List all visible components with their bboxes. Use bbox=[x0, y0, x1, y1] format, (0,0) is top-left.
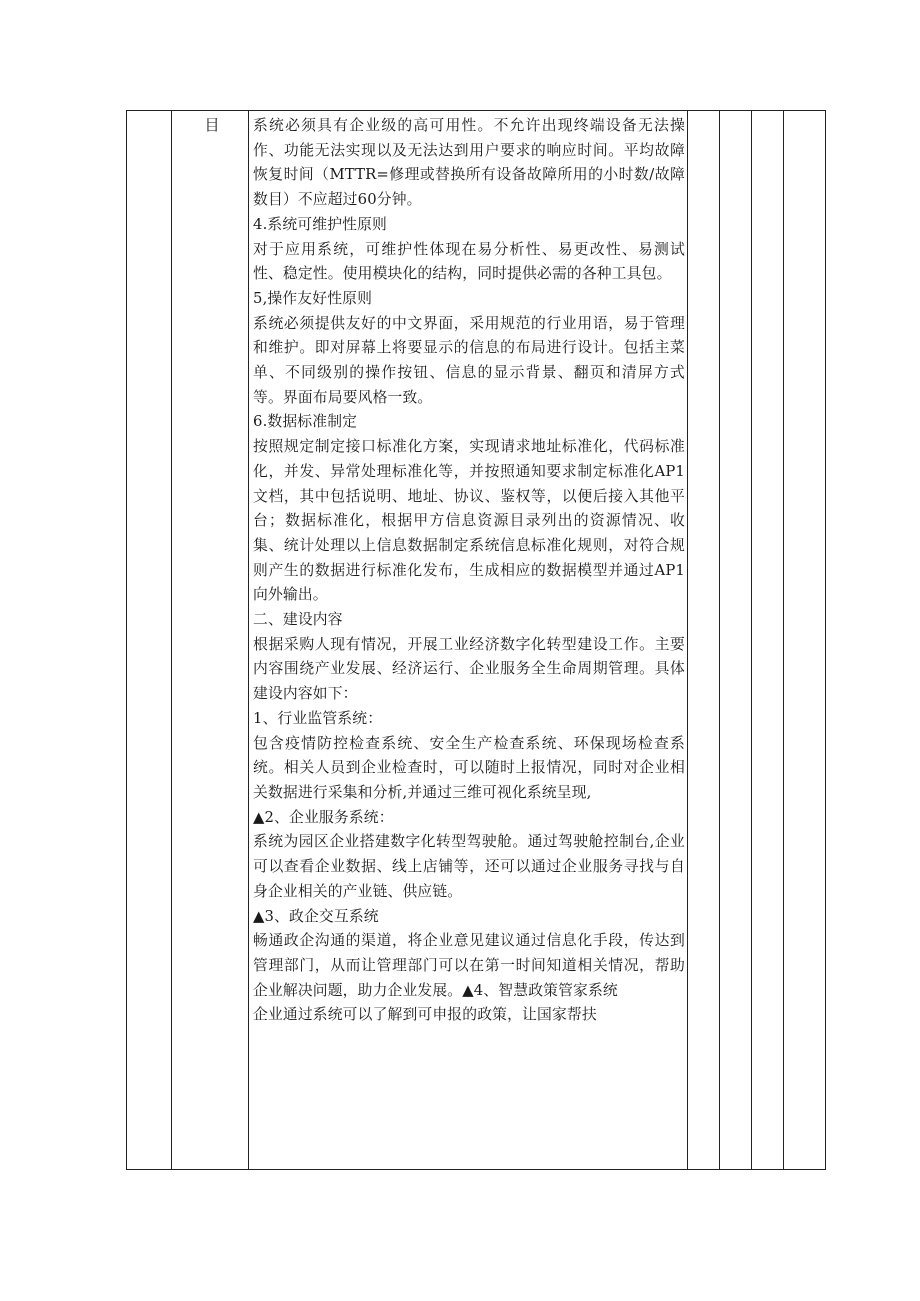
paragraph-policy-steward: 企业通过系统可以了解到可申报的政策，让国家帮扶 bbox=[253, 1006, 597, 1024]
content-cell bbox=[249, 111, 688, 1170]
paragraph-maintainability: 对于应用系统，可维护性体现在易分析性、易更改性、易测试性、稳定性。使用模块化的结构，同时提供必需的各种工具包。 bbox=[253, 240, 685, 283]
empty-cell-4 bbox=[784, 111, 826, 1170]
empty-cell-3 bbox=[752, 111, 784, 1170]
paragraph-usability: 系统必须提供友好的中文界面，采用规范的行业用语，易于管理和维护。即对屏幕上将要显示的信息的布局进行设计。包括主菜单、不同级别的操作按钮、信息的显示背景、翻页和清屏方式等。界面布局要风格一致。 bbox=[253, 314, 685, 406]
heading-maintainability: 4.系统可维护性原则 bbox=[253, 215, 387, 233]
paragraph-gov-interaction: 畅通政企沟通的渠道，将企业意见建议通过信息化手段，传达到管理部门，从而让管理部门可以在第一时间知道相关情况，帮助企业解决问题，助力企业发展。▲4、智慧政策管家系统 bbox=[253, 932, 685, 999]
empty-cell-1 bbox=[688, 111, 720, 1170]
heading-enterprise-service: ▲2、企业服务系统： bbox=[253, 808, 394, 826]
requirements-table bbox=[126, 110, 826, 1170]
heading-industry-supervision: 1、行业监管系统： bbox=[253, 709, 383, 727]
paragraph-enterprise-service: 系统为园区企业搭建数字化转型驾驶舱。通过驾驶舱控制台,企业可以查看企业数据、线上店铺等，还可以通过企业服务寻找与自身企业相关的产业链、供应链。 bbox=[253, 833, 685, 900]
paragraph-availability: 系统必须具有企业级的高可用性。不允许出现终端设备无法操作、功能无法实现以及无法达到用户要求的响应时间。平均故障恢复时间（MTTR=修理或替换所有设备故障所用的小时数/故障数目）不应超过60分钟。 bbox=[253, 117, 685, 209]
content-text bbox=[249, 111, 687, 1028]
table-row bbox=[127, 111, 826, 1170]
item-cell bbox=[172, 111, 249, 1170]
item-label: 目 bbox=[204, 116, 220, 134]
empty-cell-2 bbox=[720, 111, 752, 1170]
heading-gov-interaction: ▲3、政企交互系统 bbox=[253, 907, 379, 925]
paragraph-industry-supervision: 包含疫情防控检查系统、安全生产检查系统、环保现场检查系统。相关人员到企业检查时，可以随时上报情况，同时对企业相关数据进行采集和分析,并通过三维可视化系统呈现, bbox=[253, 734, 685, 801]
heading-data-standard: 6.数据标准制定 bbox=[253, 413, 358, 431]
index-cell bbox=[127, 111, 172, 1170]
paragraph-data-standard: 按照规定制定接口标准化方案，实现请求地址标准化，代码标准化，并发、异常处理标准化等，并按照通知要求制定标准化AP1文档，其中包括说明、地址、协议、鉴权等，以便后接入其他平台；数据标准化，根据甲方信息资源目录列出的资源情况、收集、统计处理以上信息数据制定系统信息标准化规则，对符合规则产生的数据进行标准化发布，生成相应的数据模型并通过AP1向外输出。 bbox=[253, 438, 685, 604]
heading-construction: 二、建设内容 bbox=[253, 611, 343, 629]
paragraph-construction: 根据采购人现有情况，开展工业经济数字化转型建设工作。主要内容围绕产业发展、经济运行、企业服务全生命周期管理。具体建设内容如下： bbox=[253, 635, 685, 703]
heading-usability: 5,操作友好性原则 bbox=[253, 289, 373, 307]
